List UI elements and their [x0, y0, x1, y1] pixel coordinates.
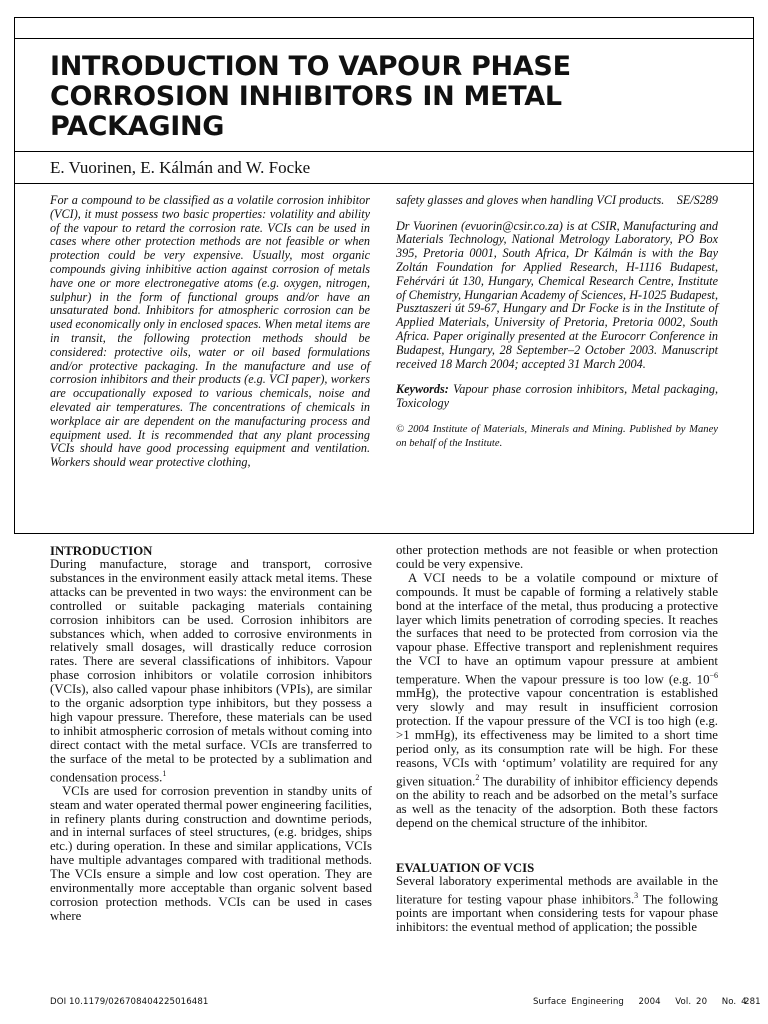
article-authors: E. Vuorinen, E. Kálmán and W. Focke [50, 158, 311, 177]
title-rule [14, 151, 754, 152]
abstract-continued-text: safety glasses and gloves when handling VCI products. [396, 193, 665, 207]
right-border [753, 17, 754, 533]
exponent: −6 [709, 671, 718, 681]
reference-marker: 2 [475, 772, 480, 782]
introduction-heading: INTRODUCTION [50, 544, 153, 558]
authors-rule [14, 183, 754, 184]
body-paragraph: VCIs are used for corrosion prevention in standby units of steam and water operated thermal power engineering facilities, in refinery plants during construction and downtime periods, and in internal surfaces of steel structures, (e.g. bridges, ships etc.) during operation. In these and similar applications, VCIs have multiple advantages compared with traditional methods. The VCIs ensure a simple and low cost operation. They are environmentally more acceptable than organic solvent based corrosion protection methods. VCIs can be used in cases where [50, 783, 372, 923]
copyright: © 2004 Institute of Materials, Minerals and Mining. Published by Maney on behalf of the Institute. [396, 423, 718, 449]
article-title: INTRODUCTION TO VAPOUR PHASE CORROSION INHIBITORS IN METAL PACKAGING [50, 51, 571, 142]
page-number: 281 [744, 997, 761, 1007]
abstract [50, 194, 370, 482]
abstract-text: For a compound to be classified as a volatile corrosion inhibitor (VCI), it must possess two basic properties: volatility and ability of the vapour to retard the corrosion rate. VCIs can be used in cases where other protection methods are not feasible or when protection could be very expensive. Usually, most organic compounds giving inhibitive action against corrosion of metals have one or more electronegative atoms (e.g. oxygen, nitrogen, sulphur) in the form of functional groups and/or have an unsaturated bond. Inhibitors for atmospheric corrosion can be used economically only in enclosed spaces. When metal items are in transit, the following protection methods should be considered: protective oils, water or oil based formulations and/or protective packaging. In the manufacture and use of corrosion inhibitors and their products (e.g. VCI paper), workers are occupationally exposed to various chemicals, noise and elevated air temperatures. The concentrations of chemicals in workplace air are dependent on the manufacturing process and equipment used. It is recommended that any plant processing VCIs should have good processing equipment and ventilation. Workers should wear protective clothing, [50, 193, 370, 470]
abstract-bottom-rule [14, 533, 754, 534]
footer-year: 2004 [638, 997, 661, 1007]
footer-journal: Surface Engineering [533, 997, 624, 1007]
abstract-continued [396, 194, 718, 208]
keywords-label: Keywords: [396, 382, 449, 397]
body-paragraph: A VCI needs to be a volatile compound or mixture of compounds. It must be capable of forming a relatively stable bond at the interface of the metal, thus producing a protective layer which limits penetration of corroding species. It reaches the surfaces that need to be protected from corrosion via the vapour phase. Effective transport and replenishment requires the VCI to have an optimum vapour pressure at ambient temperature. When the vapour pressure is too low (e.g. $10^{-6}$ mmHg), the protective vapour concentration is established very slowly and may result in insufficient corrosion protection. If the vapour pressure of the VCI is too high (e.g. >1 mmHg), its effectiveness may be limited to a short time period only, as its consumption rate will be high. For these reasons, VCIs with ‘optimum’ volatility are required for any given situation.$^2$ The durability of inhibitor efficiency depends on the ability to reach and be adsorbed on the metal’s surface as well as the tenacity of the adsorption. Both these factors depend on the chemical structure of the inhibitor. [396, 570, 718, 830]
footer-issue: No. 4 [721, 997, 747, 1007]
body-paragraph: During manufacture, storage and transport, corrosive substances in the environment easily attack metal items. These attacks can be prevented in two ways: the environment can be controlled or suitable packaging materials containing corrosion inhibitors can be used. Corrosion inhibitors are substances which, when added to corrosive environments in relatively small dosages, will drastically reduce corrosion rates. There are several classifications of inhibitors. Vapour phase corrosion inhibitors or volatile corrosion inhibitors (VCIs), also called vapour phase inhibitors (VPIs), are similar to the organic adsorption type inhibitors, but they possess a high vapour pressure. Therefore, these materials can be used to inhibit atmospheric corrosion of metals without coming into direct contact with the metal surface. VCIs are transferred to the surface of the metal to be protected by a sublimation and condensation process.$^1$ [50, 557, 372, 784]
body-paragraph: Several laboratory experimental methods are available in the literature for testing vapour phase inhibitors.$^3$ The following points are important when considering tests for vapour phase inhibitors: the eventual method of application; the possible [396, 873, 719, 934]
top-rule [14, 17, 754, 18]
keywords [396, 383, 718, 411]
section-gap [396, 831, 718, 861]
footer-journal-info [533, 997, 747, 1007]
header-rule [14, 38, 754, 39]
reference-marker: 3 [634, 890, 639, 900]
abstract-right-column [396, 194, 718, 463]
left-border [14, 17, 15, 533]
body-right-column [396, 544, 718, 935]
reference-marker: 1 [162, 768, 167, 778]
footer-doi: DOI 10.1179/026708404225016481 [50, 997, 209, 1007]
evaluation-heading: EVALUATION OF VCIS [396, 860, 535, 875]
body-left-column [50, 544, 372, 924]
paper-code: SE/S289 [676, 192, 718, 207]
footer-volume: Vol. 20 [675, 997, 708, 1007]
body-paragraph: other protection methods are not feasible or when protection could be very expensive. [396, 543, 718, 571]
keywords-text: Vapour phase corrosion inhibitors, Metal packaging, Toxicology [396, 382, 719, 411]
affiliation: Dr Vuorinen (evuorin@csir.co.za) is at CSIR, Manufacturing and Materials Technology, National Metrology Laboratory, PO Box 395, Pretoria 0001, South Africa, Dr Kálmán is with the Bay Zoltán Foundation for Applied Research, H-1116 Budapest, Fehérvári út 130, Hungary, Chemical Research Centre, Institute of Chemistry, Hungarian Academy of Sciences, H-1025 Budapest, Pusztaszeri út 59-67, Hungary and Dr Focke is in the Institute of Applied Materials, University of Pretoria, Pretoria 0002, South Africa. Paper originally presented at the Eurocorr Conference in Budapest, Hungary, 28 September–2 October 2003. Manuscript received 18 March 2004; accepted 31 March 2004. [396, 218, 718, 371]
